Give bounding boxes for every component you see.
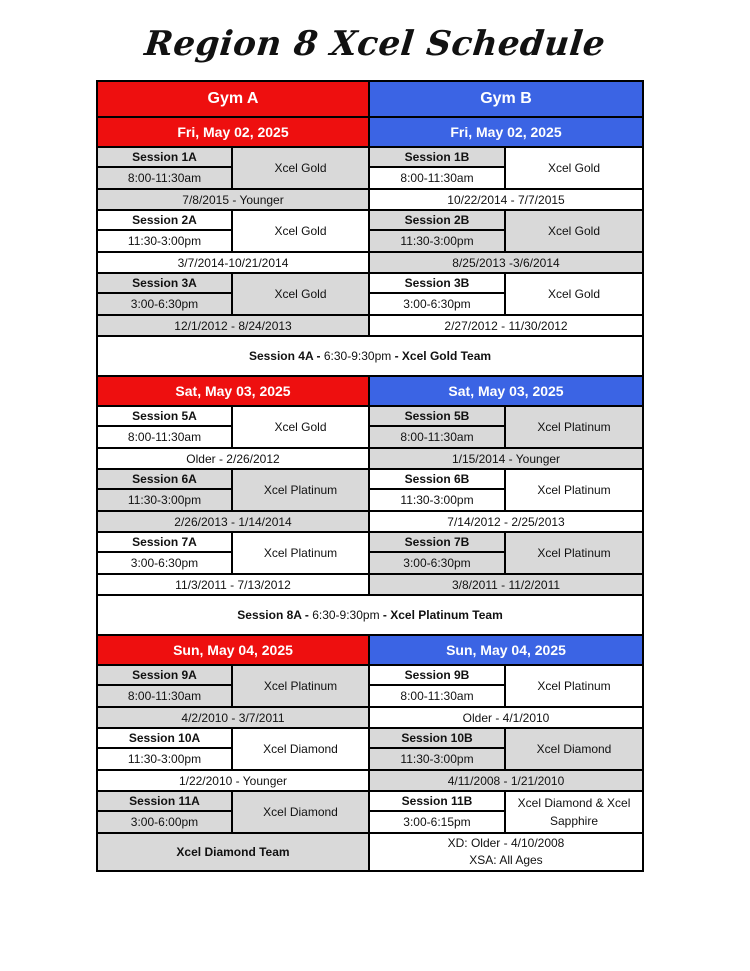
final-ages-cell	[370, 834, 642, 870]
ages-b: 7/14/2012 - 2/25/2013	[370, 512, 642, 531]
session-row	[98, 727, 642, 769]
ages-b: Older - 4/1/2010	[370, 708, 642, 727]
session-name: Session 1A	[98, 148, 231, 168]
ages-row	[98, 510, 642, 531]
schedule-table	[96, 80, 644, 872]
date-row	[98, 375, 642, 405]
session-row	[98, 209, 642, 251]
session-time: 8:00-11:30am	[370, 427, 504, 447]
ages-row	[98, 314, 642, 335]
ages-a: 4/2/2010 - 3/7/2011	[98, 708, 370, 727]
session-cell-a	[98, 407, 370, 447]
session-name: Session 7A	[98, 533, 231, 553]
session-time: 8:00-11:30am	[98, 686, 231, 706]
ages-b: 3/8/2011 - 11/2/2011	[370, 575, 642, 594]
session-level: Xcel Gold	[506, 148, 642, 188]
session-level: Xcel Platinum	[506, 470, 642, 510]
session-name: Session 6A	[98, 470, 231, 490]
session-row	[98, 146, 642, 188]
session-cell-b	[370, 407, 642, 447]
session-level: Xcel Diamond	[233, 729, 368, 769]
session-cell-a	[98, 792, 370, 832]
session-time: 11:30-3:00pm	[370, 490, 504, 510]
session-cell-b	[370, 792, 642, 832]
session-name: Session 6B	[370, 470, 504, 490]
session-cell-b	[370, 274, 642, 314]
date-row	[98, 116, 642, 146]
session-row	[98, 468, 642, 510]
session-level: Xcel Platinum	[233, 666, 368, 706]
session-time: 3:00-6:15pm	[370, 812, 504, 832]
session-cell-a	[98, 533, 370, 573]
gym-a-date: Fri, May 02, 2025	[98, 118, 370, 146]
team-session-time: 6:30-9:30pm	[312, 608, 380, 622]
session-time: 3:00-6:30pm	[98, 553, 231, 573]
session-cell-b	[370, 533, 642, 573]
session-cell-b	[370, 470, 642, 510]
session-row	[98, 405, 642, 447]
session-name: Session 11B	[370, 792, 504, 812]
session-name: Session 2B	[370, 211, 504, 231]
ages-a: Older - 2/26/2012	[98, 449, 370, 468]
session-row	[98, 664, 642, 706]
session-name: Session 11A	[98, 792, 231, 812]
session-row	[98, 531, 642, 573]
session-row	[98, 272, 642, 314]
team-session-row	[98, 594, 642, 634]
team-session	[98, 337, 642, 375]
session-name: Session 5B	[370, 407, 504, 427]
session-time: 11:30-3:00pm	[98, 231, 231, 251]
ages-row	[98, 188, 642, 209]
team-session-time: 6:30-9:30pm	[323, 349, 392, 363]
session-level: Xcel Platinum	[506, 666, 642, 706]
session-time: 8:00-11:30am	[98, 168, 231, 188]
ages-b: 10/22/2014 - 7/7/2015	[370, 190, 642, 209]
ages-a: 2/26/2013 - 1/14/2014	[98, 512, 370, 531]
session-cell-a	[98, 470, 370, 510]
session-time: 11:30-3:00pm	[370, 231, 504, 251]
gym-header-row	[98, 80, 642, 116]
ages-a: 12/1/2012 - 8/24/2013	[98, 316, 370, 335]
session-cell-a	[98, 274, 370, 314]
gym-b-header: Gym B	[370, 82, 642, 116]
session-cell-b	[370, 211, 642, 251]
session-time: 11:30-3:00pm	[98, 749, 231, 769]
session-cell-b	[370, 729, 642, 769]
session-time: 8:00-11:30am	[370, 168, 504, 188]
session-time: 8:00-11:30am	[370, 686, 504, 706]
session-level: Xcel Gold	[233, 148, 368, 188]
session-name: Session 10B	[370, 729, 504, 749]
date-row	[98, 634, 642, 664]
gym-a-date: Sun, May 04, 2025	[98, 636, 370, 664]
session-time: 3:00-6:30pm	[370, 294, 504, 314]
session-level: Xcel Platinum	[233, 533, 368, 573]
session-level: Xcel Gold	[233, 274, 368, 314]
session-level: Xcel Gold	[506, 274, 642, 314]
session-cell-a	[98, 666, 370, 706]
team-session-label: - Xcel Platinum Team	[382, 608, 503, 622]
ages-b: 4/11/2008 - 1/21/2010	[370, 771, 642, 790]
session-level: Xcel Platinum	[506, 533, 642, 573]
session-name: Session 5A	[98, 407, 231, 427]
final-ages-line-1: XD: Older - 4/10/2008	[447, 836, 565, 850]
session-time: 11:30-3:00pm	[98, 490, 231, 510]
session-level: Xcel Gold	[233, 407, 368, 447]
session-level: Xcel Diamond	[233, 792, 368, 832]
ages-row	[98, 447, 642, 468]
team-session	[98, 596, 642, 634]
ages-row	[98, 769, 642, 790]
gym-a-date: Sat, May 03, 2025	[98, 377, 370, 405]
team-session-row	[98, 335, 642, 375]
session-name: Session 2A	[98, 211, 231, 231]
gym-a-header: Gym A	[98, 82, 370, 116]
gym-b-date: Sun, May 04, 2025	[370, 636, 642, 664]
session-cell-a	[98, 148, 370, 188]
session-time: 3:00-6:00pm	[98, 812, 231, 832]
gym-b-date: Sat, May 03, 2025	[370, 377, 642, 405]
session-cell-b	[370, 666, 642, 706]
team-session-label: - Xcel Gold Team	[394, 349, 492, 363]
session-name: Session 9B	[370, 666, 504, 686]
team-session-name: Session 8A -	[237, 608, 309, 622]
ages-b: 8/25/2013 -3/6/2014	[370, 253, 642, 272]
session-name: Session 1B	[370, 148, 504, 168]
ages-a: 3/7/2014-10/21/2014	[98, 253, 370, 272]
ages-b: 2/27/2012 - 11/30/2012	[370, 316, 642, 335]
session-level: Xcel Diamond & Xcel Sapphire	[506, 792, 642, 832]
final-row	[98, 832, 642, 870]
ages-row	[98, 251, 642, 272]
session-level: Xcel Gold	[233, 211, 368, 251]
session-cell-b	[370, 148, 642, 188]
ages-a: 11/3/2011 - 7/13/2012	[98, 575, 370, 594]
page-title: Region 8 Xcel Schedule	[142, 24, 608, 64]
ages-row	[98, 706, 642, 727]
session-cell-a	[98, 729, 370, 769]
ages-a: 7/8/2015 - Younger	[98, 190, 370, 209]
session-name: Session 3B	[370, 274, 504, 294]
session-name: Session 9A	[98, 666, 231, 686]
session-name: Session 3A	[98, 274, 231, 294]
session-level: Xcel Gold	[506, 211, 642, 251]
gym-b-date: Fri, May 02, 2025	[370, 118, 642, 146]
session-row	[98, 790, 642, 832]
session-level: Xcel Platinum	[506, 407, 642, 447]
ages-row	[98, 573, 642, 594]
session-name: Session 7B	[370, 533, 504, 553]
session-time: 11:30-3:00pm	[370, 749, 504, 769]
final-ages-line-2: XSA: All Ages	[469, 853, 543, 867]
session-time: 8:00-11:30am	[98, 427, 231, 447]
diamond-team-cell: Xcel Diamond Team	[98, 834, 370, 870]
session-cell-a	[98, 211, 370, 251]
ages-b: 1/15/2014 - Younger	[370, 449, 642, 468]
team-session-name: Session 4A -	[248, 349, 321, 363]
session-level: Xcel Platinum	[233, 470, 368, 510]
session-name: Session 10A	[98, 729, 231, 749]
session-time: 3:00-6:30pm	[98, 294, 231, 314]
session-time: 3:00-6:30pm	[370, 553, 504, 573]
session-level: Xcel Diamond	[506, 729, 642, 769]
ages-a: 1/22/2010 - Younger	[98, 771, 370, 790]
